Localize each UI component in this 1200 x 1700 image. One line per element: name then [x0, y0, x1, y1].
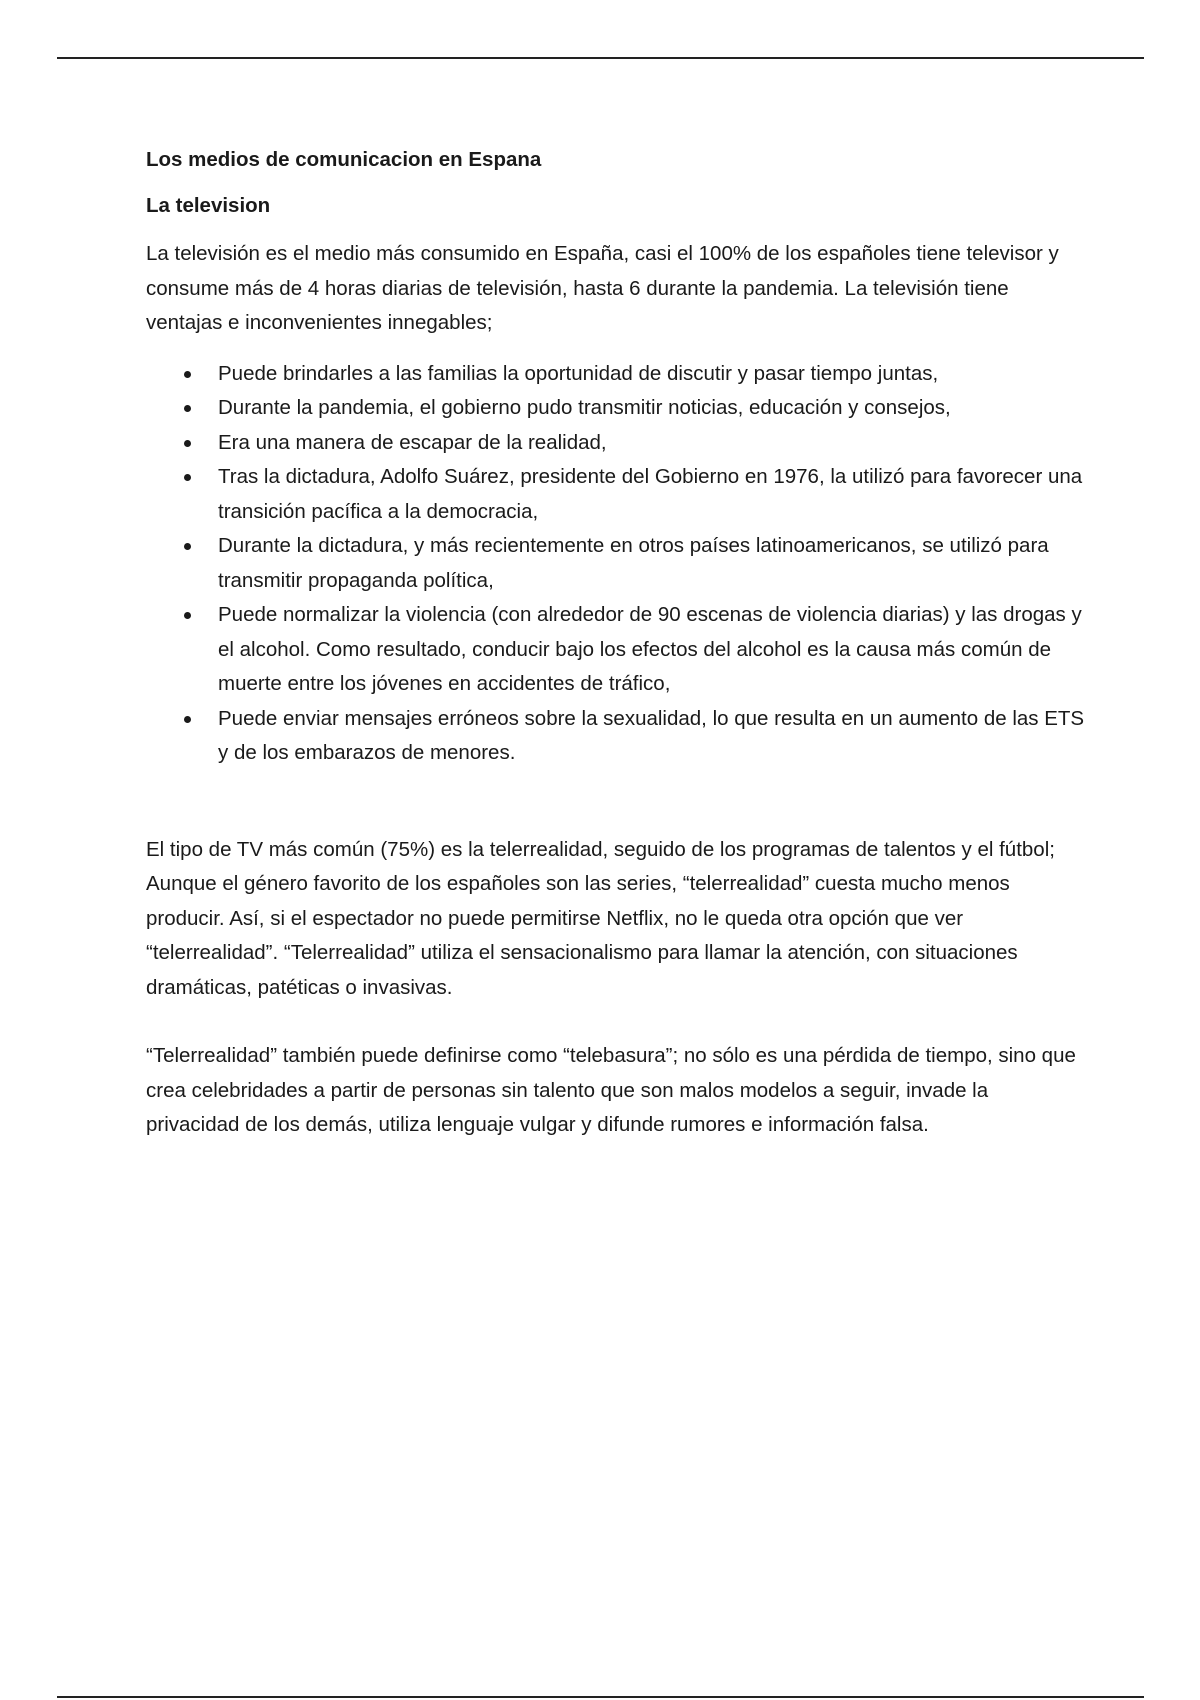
section-heading: La television [146, 194, 271, 217]
paragraph-reality-tv: El tipo de TV más común (75%) es la telerrealidad, seguido de los programas de talentos y el fútbol; Aunque el género favorito de los españoles son las series, “telerrealidad” cuesta mucho menos producir. Así, si el espectador no puede permitirse Netflix, no le queda otra opción que ver “telerrealidad”. “Telerrealidad” utiliza el sensacionalismo para llamar la atención, con situaciones dramáticas, patéticas o invasivas. [146, 837, 1055, 999]
list-item-text: Era una manera de escapar de la realidad, [218, 430, 607, 454]
list-item-text: Puede enviar mensajes erróneos sobre la sexualidad, lo que resulta en un aumento de las ETS y de los embarazos de menores. [218, 706, 1085, 764]
spacer [146, 771, 1086, 833]
list-item-text: Durante la dictadura, y más recientemente en otros países latinoamericanos, se utilizó para transmitir propaganda política, [218, 534, 1049, 592]
list-item-text: Puede normalizar la violencia (con alrededor de 90 escenas de violencia diarias) y las drogas y el alcohol. Como resultado, conducir bajo los efectos del alcohol es la causa más común de muerte entre los jóvenes en accidentes de tráfico, [218, 603, 1082, 695]
bullet-icon [184, 371, 191, 378]
document-body [146, 145, 1086, 1143]
list-item-text: Puede brindarles a las familias la oportunidad de discutir y pasar tiempo juntas, [218, 361, 939, 385]
list-item-text: Tras la dictadura, Adolfo Suárez, presidente del Gobierno en 1976, la utilizó para favorecer una transición pacífica a la democracia, [218, 465, 1083, 523]
intro-paragraph: La televisión es el medio más consumido en España, casi el 100% de los españoles tiene televisor y consume más de 4 horas diarias de televisión, hasta 6 durante la pandemia. La televisión tiene ventajas e inconvenientes innegables; [146, 242, 1059, 334]
list-item [218, 460, 1086, 529]
list-item [218, 391, 1086, 426]
top-rule [57, 57, 1144, 59]
list-item [218, 529, 1086, 598]
document-title: Los medios de comunicacion en Espana [146, 148, 542, 171]
list-item [218, 426, 1086, 461]
spacer [146, 1005, 1086, 1039]
bullet-icon [184, 405, 191, 412]
bullet-icon [184, 440, 191, 447]
bullet-icon [184, 612, 191, 619]
list-item-text: Durante la pandemia, el gobierno pudo transmitir noticias, educación y consejos, [218, 396, 951, 419]
paragraph-telebasura: “Telerrealidad” también puede definirse como “telebasura”; no sólo es una pérdida de tiempo, sino que crea celebridades a partir de personas sin talento que son malos modelos a seguir, invade la privacidad de los demás, utiliza lenguaje vulgar y difunde rumores e información falsa. [146, 1044, 1076, 1136]
bullet-list [146, 357, 1086, 771]
bullet-icon [184, 716, 191, 723]
bullet-icon [184, 543, 191, 550]
bottom-rule [57, 1696, 1144, 1698]
bullet-icon [184, 474, 191, 481]
list-item [218, 702, 1086, 771]
list-item [218, 598, 1086, 702]
list-item [218, 357, 1086, 392]
